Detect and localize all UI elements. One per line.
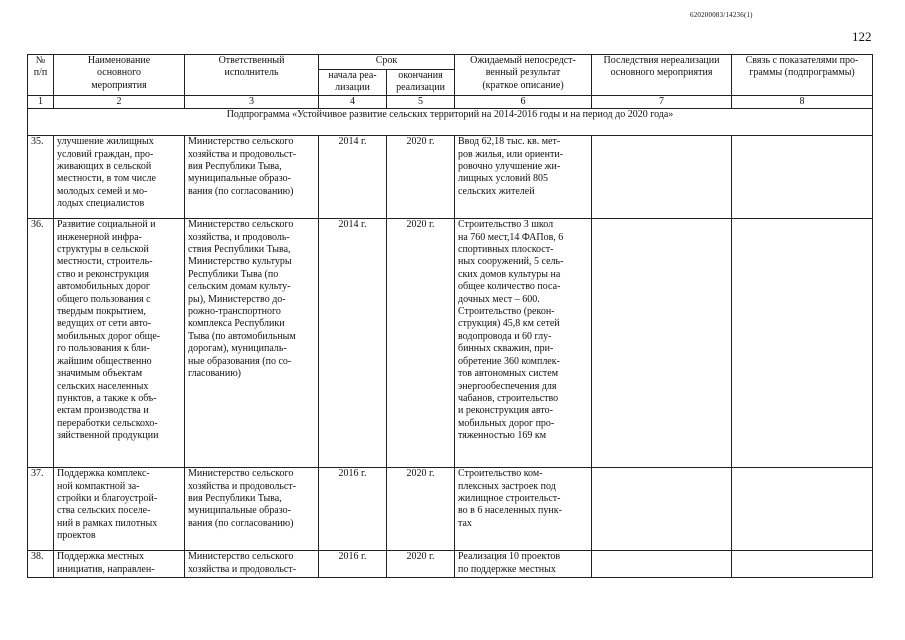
start-year: 2014 г. — [319, 136, 387, 219]
end-year: 2020 г. — [387, 219, 455, 468]
consequences — [592, 219, 732, 468]
start-year: 2016 г. — [319, 551, 387, 578]
executor: Министерство сельского хозяйства и продовольст- — [185, 551, 319, 578]
expected-result: Строительство 3 школ на 760 мест,14 ФАПов, 6 спортивных плоскост- ных сооружений, 5 сель- ских домов культуры на общее количество поса- дочных мест – 600. Строительство (рекон- струкция) 45,8 км сетей водопровода и 60 глу- бинных скважин, при- обретение 360 комплек- тов автономных систем энергообеспечения для чабанов, строительство и реконструкция авто- мобильных дорог про- тяженностью 169 км — [455, 219, 592, 468]
consequences — [592, 551, 732, 578]
column-number: 1 — [28, 95, 54, 108]
consequences — [592, 468, 732, 551]
header-result: Ожидаемый непосредст- венный результат (краткое описание) — [455, 55, 592, 96]
header-consequences: Последствия нереализации основного мероприятия — [592, 55, 732, 96]
indicator-link — [732, 219, 873, 468]
end-year: 2020 г. — [387, 468, 455, 551]
header-term: Срок — [319, 55, 455, 70]
column-number: 8 — [732, 95, 873, 108]
header-no: № п/п — [28, 55, 54, 96]
column-number: 4 — [319, 95, 387, 108]
executor: Министерство сельского хозяйства и продовольст- вия Республики Тыва, муниципальные образо- вания (по согласованию) — [185, 136, 319, 219]
executor: Министерство сельского хозяйства и продовольст- вия Республики Тыва, муниципальные образо- вания (по согласованию) — [185, 468, 319, 551]
indicator-link — [732, 136, 873, 219]
end-year: 2020 г. — [387, 136, 455, 219]
column-number: 5 — [387, 95, 455, 108]
header-name: Наименование основного мероприятия — [54, 55, 185, 96]
consequences — [592, 136, 732, 219]
executor: Министерство сельского хозяйства, и продоволь- ствия Республики Тыва, Министерство культуры Республики Тыва (по сельским домам культу- ры), Министерство до- рожно-транспортного комплекса Республики Тыва (по автомобильным дорогам), муниципаль- ные образования (по со- гласованию) — [185, 219, 319, 468]
column-number: 6 — [455, 95, 592, 108]
end-year: 2020 г. — [387, 551, 455, 578]
expected-result: Строительство ком- плексных застроек под жилищное строительст- во в 6 населенных пунк- тах — [455, 468, 592, 551]
column-numbers-row — [28, 95, 873, 108]
column-number: 7 — [592, 95, 732, 108]
header-term-start: начала реа- лизации — [319, 70, 387, 96]
row-number: 36. — [28, 219, 54, 468]
expected-result: Ввод 62,18 тыс. кв. мет- ров жилья, или ориенти- ровочно улучшение жи- лищных условий 805 сельских жителей — [455, 136, 592, 219]
column-number: 2 — [54, 95, 185, 108]
table-row — [28, 219, 873, 468]
activities-table — [27, 54, 873, 578]
row-number: 37. — [28, 468, 54, 551]
table-row — [28, 551, 873, 578]
document-code: 620200083/14236(1) — [690, 11, 753, 19]
expected-result: Реализация 10 проектов по поддержке местных — [455, 551, 592, 578]
activity-name: Развитие социальной и инженерной инфра- структуры в сельской местности, строитель- ство и реконструкция автомобильных дорог общего пользования с твердым покрытием, ведущих от сети авто- мобильных дорог обще- го пользования к бли- жайшим общественно значимым объектам сельских населенных пунктов, а также к объ- ектам производства и переработки сельскохо- зяйственной продукции — [54, 219, 185, 468]
row-number: 35. — [28, 136, 54, 219]
activity-name: Поддержка комплекс- ной компактной за- стройки и благоустрой- ства сельских поселе- ний в рамках пилотных проектов — [54, 468, 185, 551]
header-term-end: окончания реализации — [387, 70, 455, 96]
row-number: 38. — [28, 551, 54, 578]
indicator-link — [732, 468, 873, 551]
header-link: Связь с показателями про- граммы (подпрограммы) — [732, 55, 873, 96]
start-year: 2014 г. — [319, 219, 387, 468]
table-row — [28, 136, 873, 219]
table-row — [28, 468, 873, 551]
column-number: 3 — [185, 95, 319, 108]
activity-name: улучшение жилищных условий граждан, про- живающих в сельской местности, в том числе молодых семей и мо- лодых специалистов — [54, 136, 185, 219]
page-number: 122 — [852, 29, 872, 44]
header-executor: Ответственный исполнитель — [185, 55, 319, 96]
activity-name: Поддержка местных инициатив, направлен- — [54, 551, 185, 578]
indicator-link — [732, 551, 873, 578]
subprogram-title: Подпрограмма «Устойчивое развитие сельских территорий на 2014-2016 годы и на период до 2020 года» — [28, 109, 873, 136]
start-year: 2016 г. — [319, 468, 387, 551]
